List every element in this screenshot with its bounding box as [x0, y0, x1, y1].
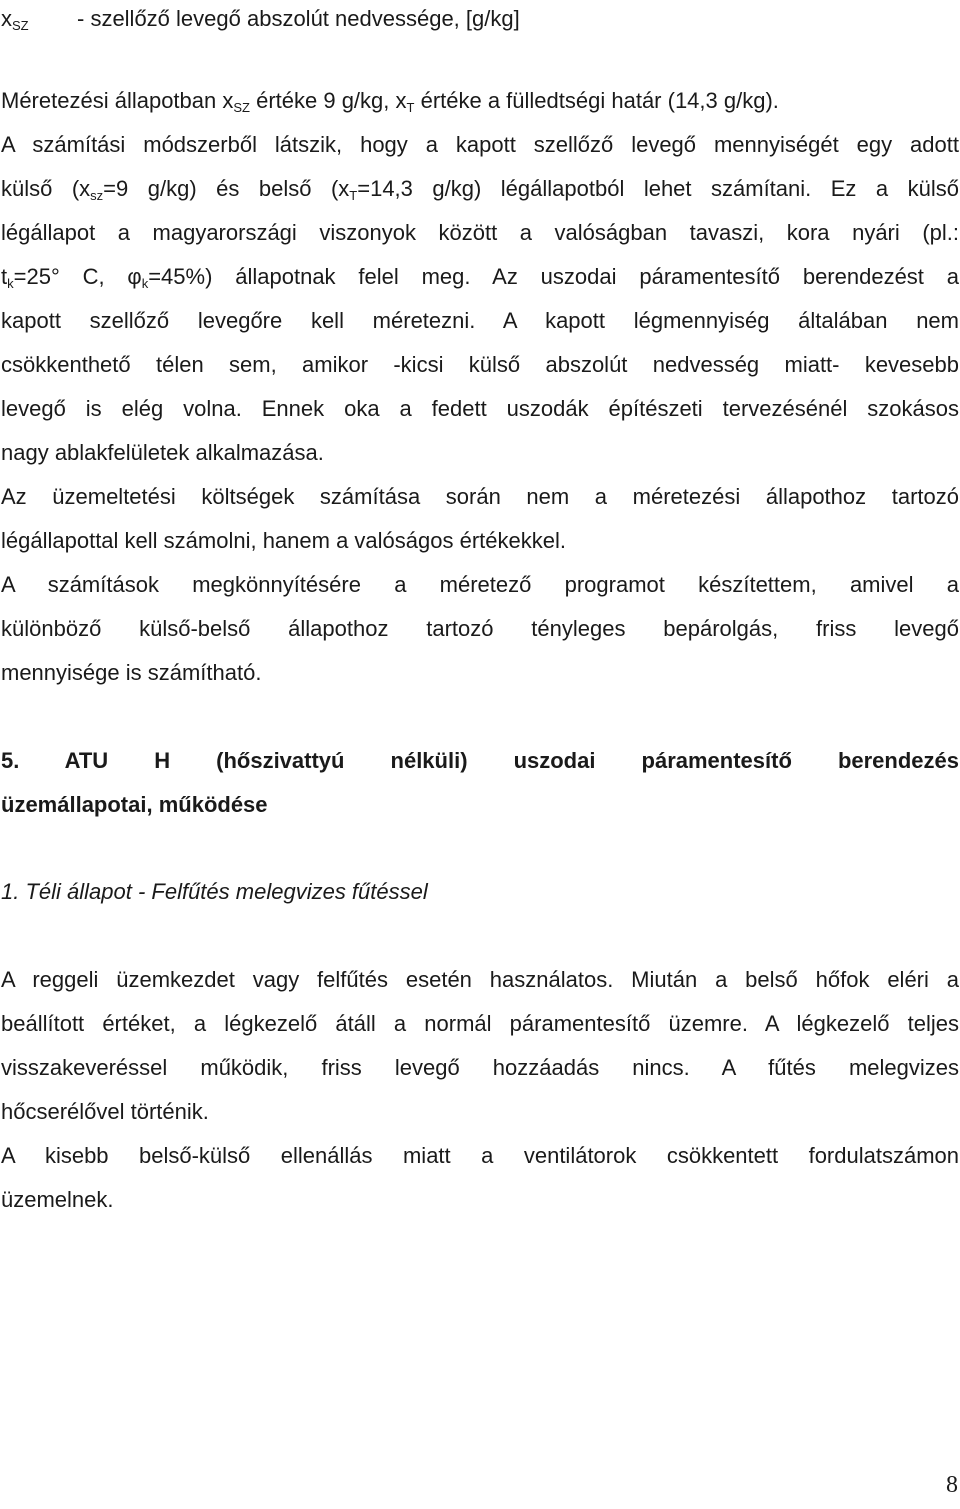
- section-heading-line: üzemállapotai, működése: [1, 792, 268, 817]
- paragraph-line: Az üzemeltetési költségek számítása során nem a méretezési állapothoz tartozó: [1, 484, 959, 509]
- paragraph-line: levegő is elég volna. Ennek oka a fedett uszodák építészeti tervezésénél szokásos: [1, 396, 959, 421]
- variable-description: - szellőző levegő abszolút nedvessége, [g/kg]: [77, 6, 520, 31]
- variable-symbol: $x_{SZ}$: [1, 6, 29, 33]
- paragraph-line: légállapottal kell számolni, hanem a valóságos értékekkel.: [1, 528, 566, 553]
- paragraph-line: $t_k=25^\circ$ C, $\varphi_k=45\%$) állapotnak felel meg. Az uszodai páramentesítő berendezést a: [1, 264, 959, 291]
- paragraph-line: különböző külső-belső állapothoz tartozó tényleges bepárolgás, friss levegő: [1, 616, 959, 641]
- paragraph-line: légállapot a magyarországi viszonyok között a valóságban tavaszi, kora nyári (pl.:: [1, 220, 959, 245]
- paragraph-line: csökkenthető télen sem, amikor -kicsi külső abszolút nedvesség miatt- kevesebb: [1, 352, 959, 377]
- paragraph-line: visszakeveréssel működik, friss levegő hozzáadás nincs. A fűtés melegvizes: [1, 1055, 959, 1080]
- paragraph-line: mennyisége is számítható.: [1, 660, 262, 685]
- paragraph-line: hőcserélővel történik.: [1, 1099, 209, 1124]
- paragraph-line: A kisebb belső-külső ellenállás miatt a ventilátorok csökkentett fordulatszámon: [1, 1143, 959, 1168]
- paragraph-line: A reggeli üzemkezdet vagy felfűtés esetén használatos. Miután a belső hőfok eléri a: [1, 967, 959, 992]
- paragraph-line: külső ($x_{sz}=9$ g/kg) és belső ($x_T=14,3$ g/kg) légállapotból lehet számítani. Ez a külső: [1, 176, 959, 203]
- paragraph-line: nagy ablakfelületek alkalmazása.: [1, 440, 324, 465]
- paragraph-line: A számítási módszerből látszik, hogy a kapott szellőző levegő mennyiségét egy adott: [1, 132, 959, 157]
- paragraph-line: üzemelnek.: [1, 1187, 114, 1212]
- page-number: 8: [946, 1472, 958, 1498]
- paragraph-line: beállított értéket, a légkezelő átáll a normál páramentesítő üzemre. A légkezelő teljes: [1, 1011, 959, 1036]
- variable-symbol-subscript: SZ: [12, 18, 29, 33]
- section-heading-line: 5. ATU H (hőszivattyú nélküli) uszodai páramentesítő berendezés: [1, 748, 959, 773]
- paragraph-line: kapott szellőző levegőre kell méretezni. A kapott légmennyiség általában nem: [1, 308, 959, 333]
- paragraph-line: A számítások megkönnyítésére a méretező programot készítettem, amivel a: [1, 572, 959, 597]
- paragraph-line: Méretezési állapotban $x_{SZ}$ értéke 9 g/kg, $x_T$ értéke a fülledtségi határ (14,3 g/kg).: [1, 88, 779, 115]
- subsection-heading: 1. Téli állapot - Felfűtés melegvizes fűtéssel: [1, 879, 428, 904]
